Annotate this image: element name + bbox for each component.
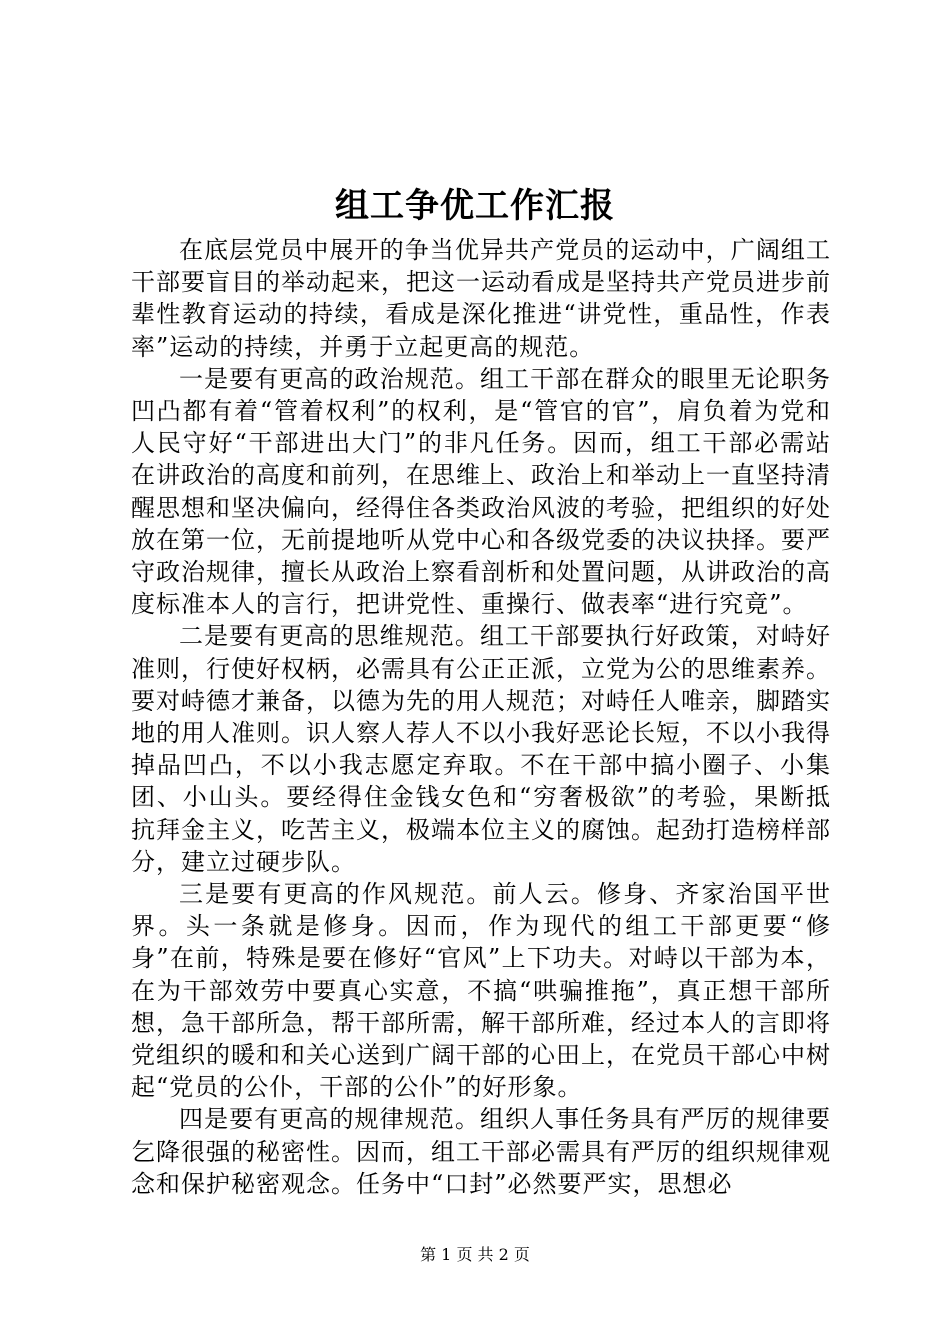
paragraph-intro: 在底层党员中展开的争当优异共产党员的运动中，广阔组工干部要盲目的举动起来，把这一运动看成是坚持共产党员进步前辈性教育运动的持续，看成是深化推进“讲党性，重品性，作表率”运动的持续，并勇于立起更高的规范。 — [131, 236, 831, 361]
paragraph-style-standard: 三是要有更高的作风规范。前人云。修身、齐家治国平世界。头一条就是修身。因而，作为现代的组工干部更要“修身”在前，特殊是要在修好“官风”上下功夫。对峙以干部为本，在为干部效劳中要真心实意，不搞“哄骗推拖”，真正想干部所想，急干部所急，帮干部所需，解干部所难，经过本人的言即将党组织的暖和和关心送到广阔干部的心田上，在党员干部心中树起“党员的公仆，干部的公仆”的好形象。 — [131, 880, 831, 1102]
paragraph-thinking-standard: 二是要有更高的思维规范。组工干部要执行好政策，对峙好准则，行使好权柄，必需具有公正正派，立党为公的思维素养。要对峙德才兼备，以德为先的用人规范；对峙任人唯亲，脚踏实地的用人准则。识人察人荐人不以小我好恶论长短，不以小我得掉品凹凸，不以小我志愿定弃取。不在干部中搞小圈子、小集团、小山头。要经得住金钱女色和“穷奢极欲”的考验，果断抵抗拜金主义，吃苦主义，极端本位主义的腐蚀。起劲打造榜样部分，建立过硬步队。 — [131, 622, 831, 876]
document-body — [131, 234, 831, 1200]
document-title: 组工争优工作汇报 — [335, 186, 615, 226]
paragraph-political-standard: 一是要有更高的政治规范。组工干部在群众的眼里无论职务凹凸都有着“管着权利”的权利，是“管官的官”，肩负着为党和人民守好“干部进出大门”的非凡任务。因而，组工干部必需站在讲政治的高度和前列，在思维上、政治上和举动上一直坚持清醒思想和坚决偏向，经得住各类政治风波的考验，把组织的好处放在第一位，无前提地听从党中心和各级党委的决议抉择。要严守政治规律，擅长从政治上察看剖析和处置问题，从讲政治的高度标准本人的言行，把讲党性、重操行、做表率“进行究竟”。 — [131, 364, 831, 619]
paragraph-discipline-standard: 四是要有更高的规律规范。组织人事任务具有严厉的规律要乞降很强的秘密性。因而，组工干部必需具有严厉的组织规律观念和保护秘密观念。任务中“口封”必然要严实，思想必 — [131, 1105, 831, 1198]
page-number-footer: 第 1 页 共 2 页 — [420, 1245, 530, 1264]
